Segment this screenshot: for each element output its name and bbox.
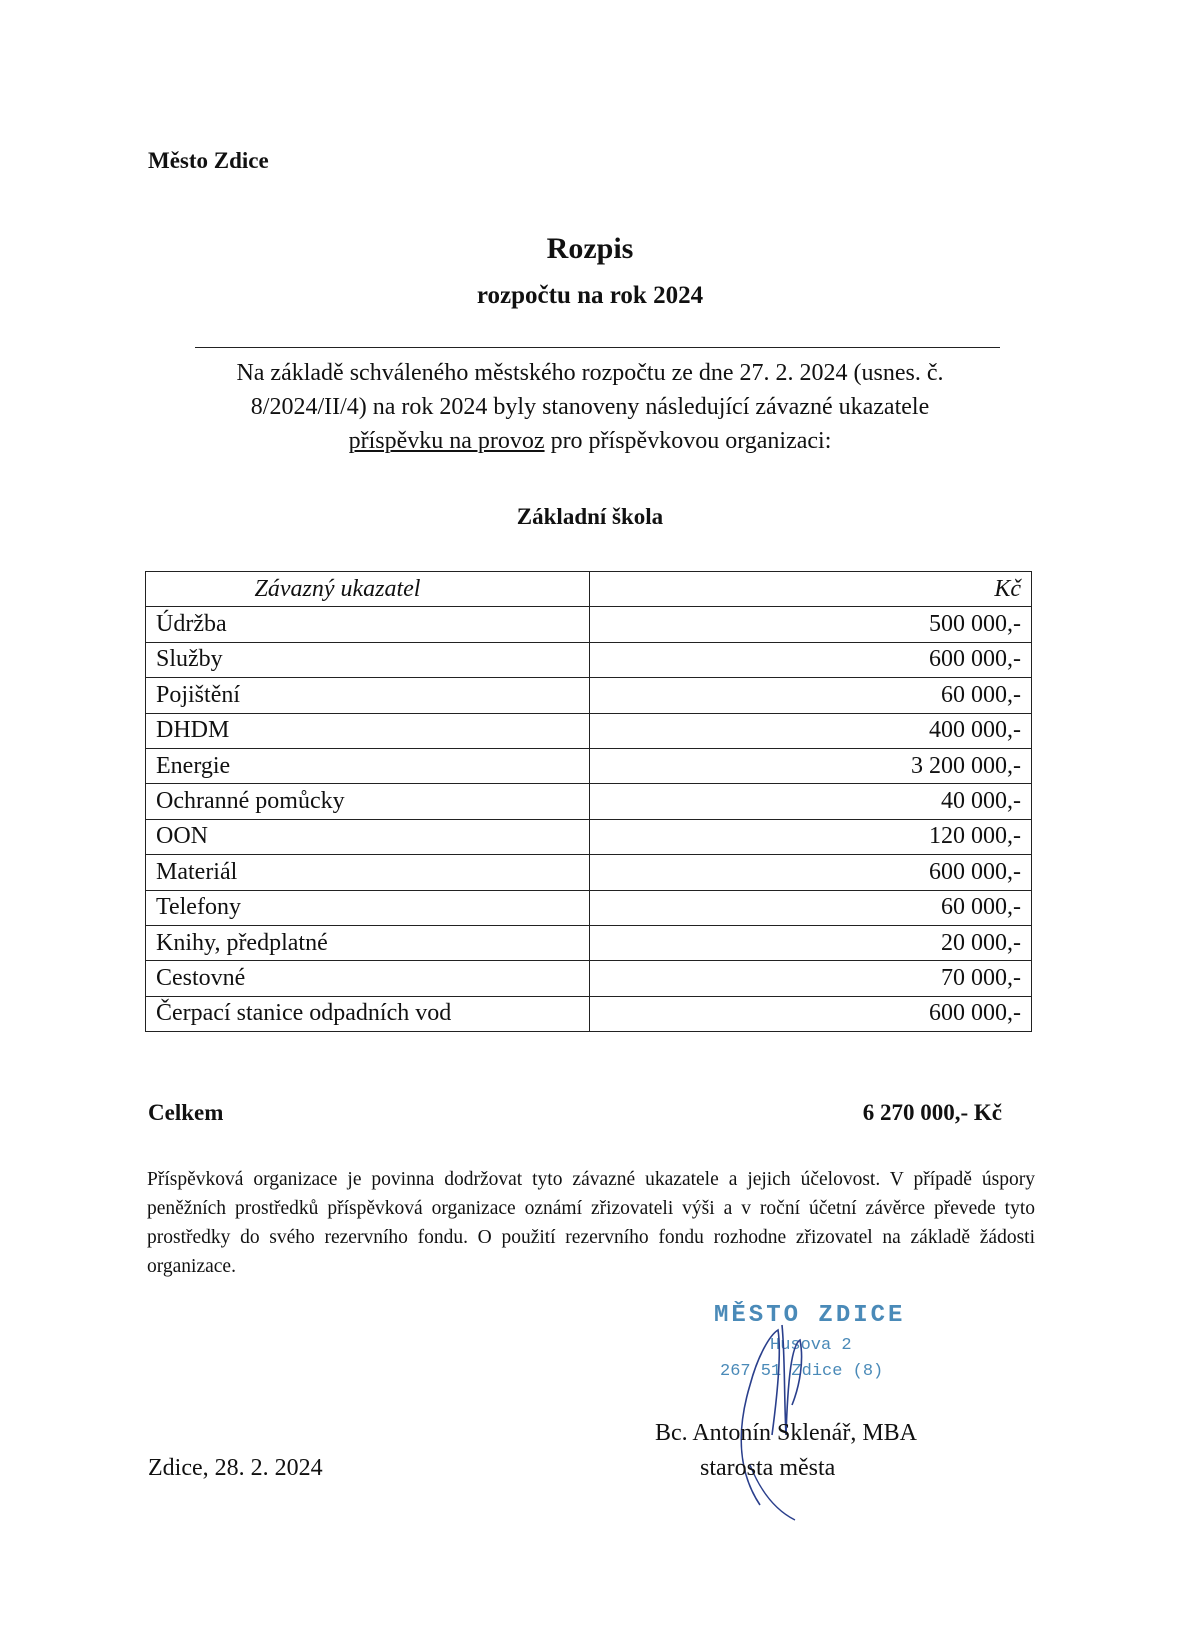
signer-role: starosta města <box>700 1455 836 1481</box>
indicator-amount: 600 000,- <box>590 642 1032 677</box>
indicator-label: Materiál <box>146 855 590 890</box>
total-value: 6 270 000,- Kč <box>862 1100 1002 1125</box>
indicator-label: Energie <box>146 748 590 783</box>
indicator-amount: 20 000,- <box>590 925 1032 960</box>
indicator-label: Čerpací stanice odpadních vod <box>146 996 590 1031</box>
table-header-row <box>146 572 1032 607</box>
indicator-amount: 40 000,- <box>590 784 1032 819</box>
indicator-amount: 120 000,- <box>590 819 1032 854</box>
indicator-amount: 600 000,- <box>590 855 1032 890</box>
intro-line-2: 8/2024/II/4) na rok 2024 byly stanoveny následující závazné ukazatele <box>250 394 930 420</box>
obligation-note: Příspěvková organizace je povinna dodržovat tyto závazné ukazatele a jejich účelovost. V případě úspory peněžních prostředků příspěvková organizace oznámí zřizovateli výši a v roční účetní závěrce převede tyto prostředky do svého rezervního fondu. O použití rezervního fondu rozhodne zřizovatel na základě žádosti organizace. <box>147 1169 1035 1277</box>
title-divider <box>195 347 1000 348</box>
indicator-label: OON <box>146 819 590 854</box>
municipality-name: Město Zdice <box>148 148 269 173</box>
intro-underlined-phrase: příspěvku na provoz <box>348 428 545 454</box>
intro-line-3-rest: pro příspěvkovou organizaci: <box>544 428 832 454</box>
stamp-line-2: Husova 2 <box>770 1336 852 1355</box>
table-row <box>146 678 1032 713</box>
indicator-amount: 60 000,- <box>590 678 1032 713</box>
table-row <box>146 819 1032 854</box>
indicator-amount: 600 000,- <box>590 996 1032 1031</box>
indicator-label: Pojištění <box>146 678 590 713</box>
document-title: Rozpis <box>546 232 634 265</box>
document-subtitle: rozpočtu na rok 2024 <box>476 282 704 309</box>
indicator-label: Údržba <box>146 607 590 642</box>
indicator-amount: 400 000,- <box>590 713 1032 748</box>
table-row <box>146 855 1032 890</box>
table-row <box>146 748 1032 783</box>
table-row <box>146 607 1032 642</box>
indicator-label: Knihy, předplatné <box>146 925 590 960</box>
table-row <box>146 784 1032 819</box>
indicator-label: Cestovné <box>146 961 590 996</box>
stamp-line-3: 267 51 Zdice (8) <box>720 1362 884 1381</box>
place-and-date: Zdice, 28. 2. 2024 <box>148 1455 323 1481</box>
indicator-amount: 3 200 000,- <box>590 748 1032 783</box>
indicator-label: DHDM <box>146 713 590 748</box>
indicator-label: Ochranné pomůcky <box>146 784 590 819</box>
signer-name: Bc. Antonín Sklenář, MBA <box>655 1420 917 1446</box>
organization-heading: Základní škola <box>516 504 664 529</box>
table-row <box>146 642 1032 677</box>
indicator-amount: 500 000,- <box>590 607 1032 642</box>
indicator-label: Služby <box>146 642 590 677</box>
table-row <box>146 925 1032 960</box>
indicator-amount: 60 000,- <box>590 890 1032 925</box>
indicator-amount: 70 000,- <box>590 961 1032 996</box>
table-row <box>146 961 1032 996</box>
intro-line-3 <box>150 424 1030 458</box>
stamp-line-1: MĚSTO ZDICE <box>714 1302 906 1329</box>
column-header-currency: Kč <box>590 572 1032 607</box>
total-label: Celkem <box>148 1100 224 1125</box>
table-row <box>146 996 1032 1031</box>
table-row <box>146 713 1032 748</box>
budget-table <box>145 571 1032 1032</box>
intro-line-1: Na základě schváleného městského rozpočtu ze dne 27. 2. 2024 (usnes. č. <box>236 360 944 386</box>
table-row <box>146 890 1032 925</box>
indicator-label: Telefony <box>146 890 590 925</box>
column-header-indicator: Závazný ukazatel <box>146 572 590 607</box>
